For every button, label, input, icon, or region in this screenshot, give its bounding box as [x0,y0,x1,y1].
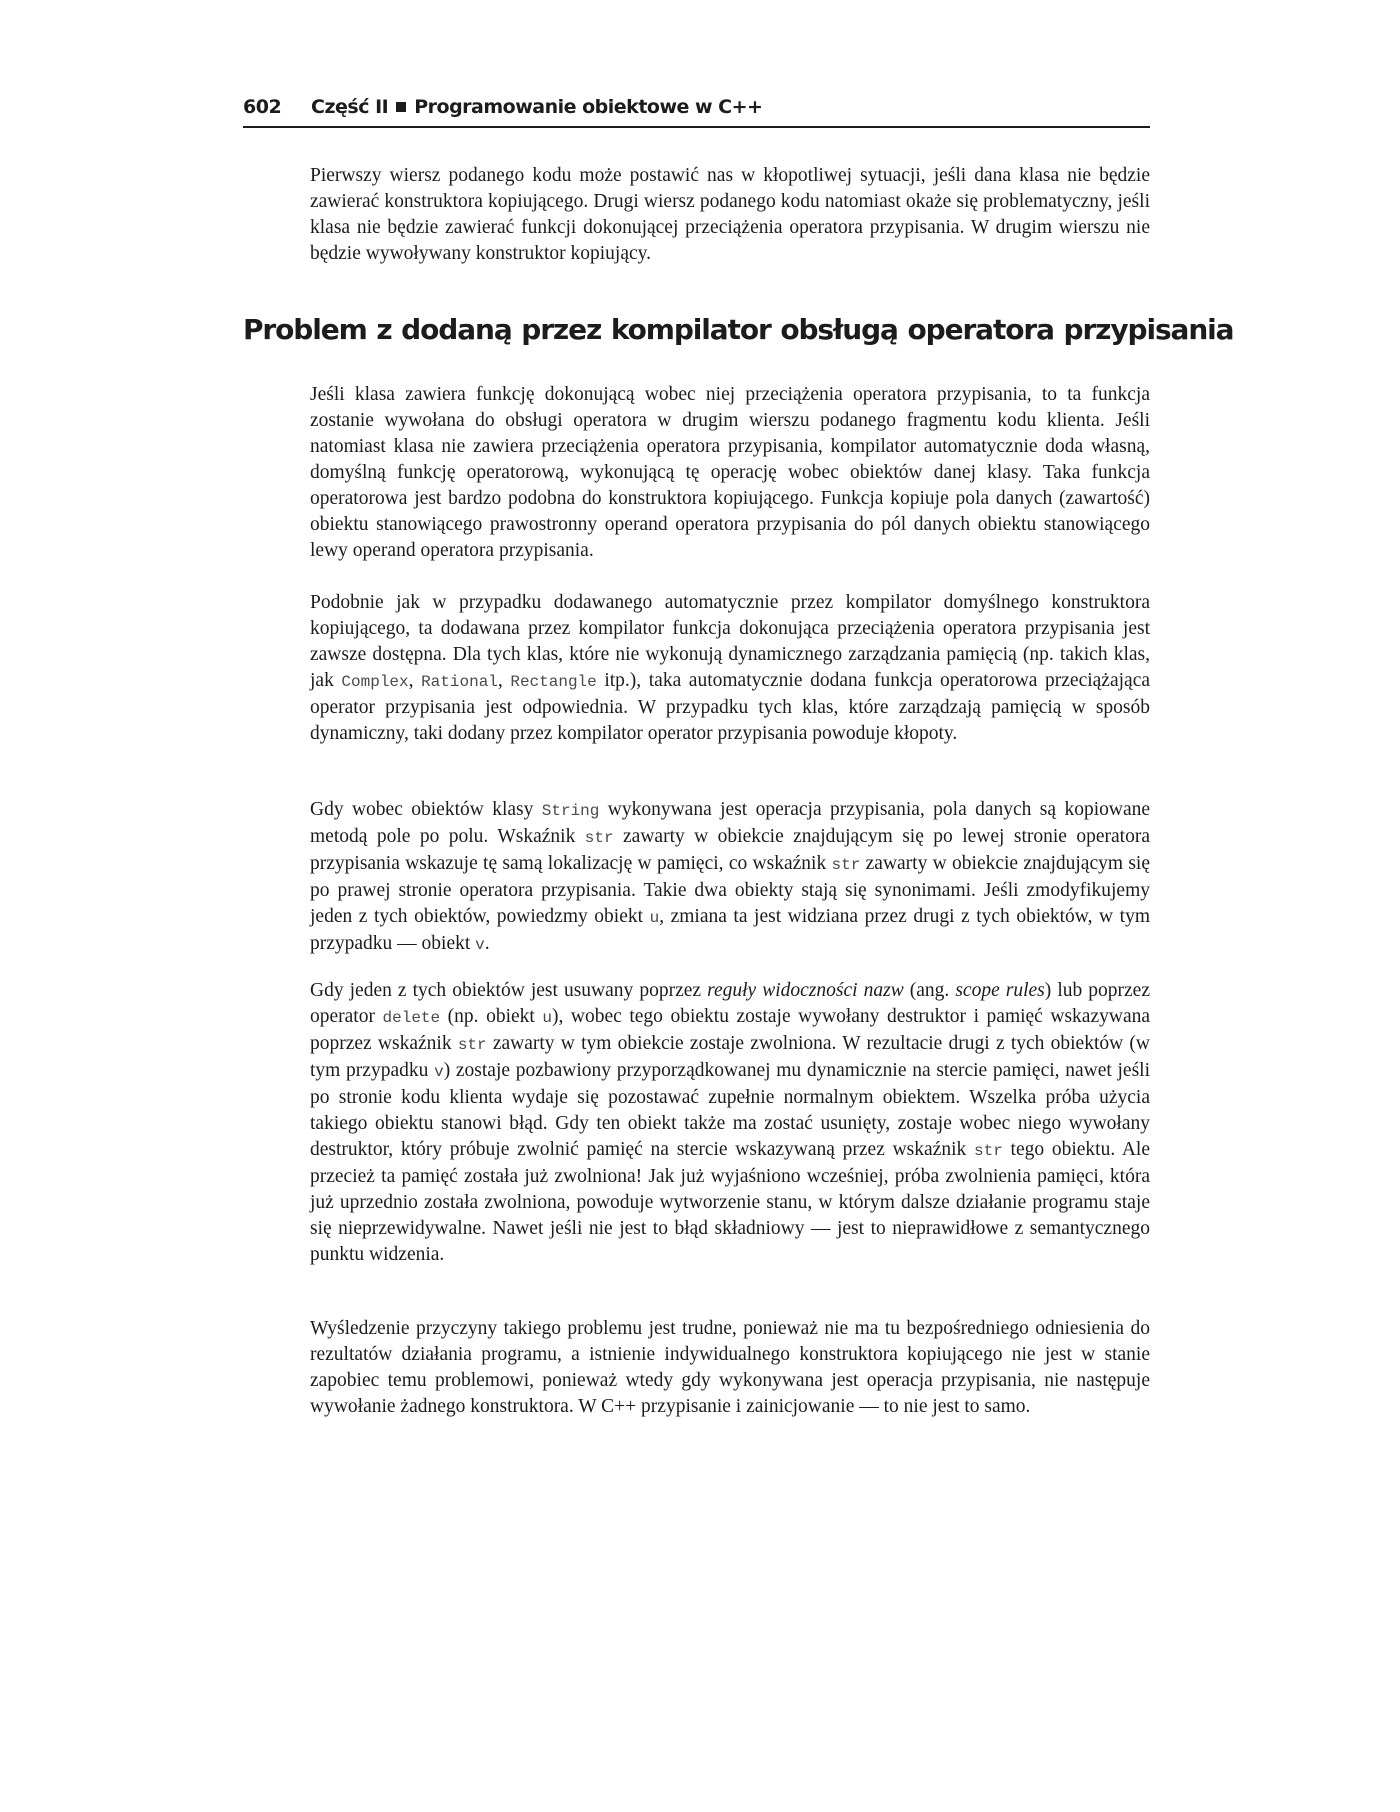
code-v: v [434,1063,444,1081]
text-run: zawarty w obiekcie znajdującym się po lewej stronie operatora przypisania wskazuje tę samą lokalizację w pamięci, co wskaźnik [310,826,1150,874]
text-run: , [497,670,511,691]
text-run: , zmiana ta jest widziana przez drugi z tych obiektów, w tym przypadku — obiekt [310,906,1150,954]
text-run: . [484,933,490,954]
text-run: zawarty w obiekcie znajdującym się po prawej stronie operatora przypisania. Takie dwa obiekty stają się synonimami. Jeśli zmodyfikujemy jeden z tych obiektów, powiedzmy obiekt [310,853,1150,927]
paragraph-1: Pierwszy wiersz podanego kodu może postawić nas w kłopotliwej sytuacji, jeśli dana klasa nie będzie zawierać konstruktora kopiującego. Drugi wiersz podanego kodu natomiast okaże się problematyczny, jeśli klasa nie będzie zawierać funkcji dokonującej przeciążenia operatora przypisania. W drugim wierszu nie będzie wywoływany konstruktor kopiujący. [310,165,1150,264]
code-str: str [457,1036,487,1054]
emphasis-scope-rules-pl: reguły widoczności nazw [707,980,904,1001]
paragraph-2: Jeśli klasa zawiera funkcję dokonującą wobec niej przeciążenia operatora przypisania, to ta funkcja zostanie wywołana do obsługi operatora w drugim wierszu podanego fragmentu kodu klienta. Jeśli natomiast klasa nie zawiera przeciążenia operatora przypisania, kompilator automatycznie doda własną, domyślną funkcję operatorową, wykonującą tę operację wobec obiektów danej klasy. Taka funkcja operatorowa jest bardzo podobna do konstruktora kopiującego. Funkcja kopiuje pola danych (zawartość) obiektu stanowiącego prawostronny operand operatora przypisania do pól danych obiektu stanowiącego lewy operand operatora przypisania. [310,384,1150,561]
text-run: wykonywana jest operacja przypisania, pola danych są kopiowane metodą pole po polu. Wskaźnik [310,799,1150,847]
page-number: 602 [243,96,282,118]
text-run: , [408,670,422,691]
code-str: str [831,856,861,874]
paragraph-3 [310,590,1150,747]
code-v: v [475,936,485,954]
part-label: Część II [311,96,389,118]
paragraph-6: Wyśledzenie przyczyny takiego problemu jest trudne, ponieważ nie ma tu bezpośredniego odniesienia do rezultatów działania programu, a istnienie indywidualnego konstruktora kopiującego nie jest w stanie zapobiec temu problemowi, ponieważ wtedy gdy wykonywana jest operacja przypisania, nie następuje wywołanie żadnego konstruktora. W C++ przypisanie i zainicjowanie — to nie jest to samo. [310,1318,1150,1417]
running-head [311,96,762,118]
code-rational: Rational [421,673,498,691]
paragraph-5 [310,978,1150,1268]
text-run: Gdy jeden z tych obiektów jest usuwany poprzez [310,980,708,1001]
text-run: (np. obiekt [440,1006,543,1027]
code-u: u [542,1009,552,1027]
chapter-title: Programowanie obiektowe w C++ [414,96,763,118]
code-string: String [541,802,600,820]
code-complex: Complex [341,673,409,691]
paragraph-4 [310,797,1150,958]
text-run: (ang. [903,980,956,1001]
section-heading: Problem z dodaną przez kompilator obsługą operatora przypisania [243,313,1234,346]
code-str: str [584,829,614,847]
page-header [243,96,1150,128]
text-run: ) lub poprzez operator [310,980,1150,1027]
text-run: tego obiektu. Ale przecież ta pamięć została już zwolniona! Jak już wyjaśniono wcześniej, próba zwolnienia pamięci, która już uprzednio została zwolniona, powoduje wytworzenie stanu, w którym dalsze działanie programu staje się nieprzewidywalne. Nawet jeśli nie jest to błąd składniowy — jest to nieprawidłowe z semantycznego punktu widzenia. [310,1139,1150,1265]
code-str: str [973,1142,1003,1160]
code-delete: delete [382,1009,441,1027]
text-run: Podobnie jak w przypadku dodawanego automatycznie przez kompilator domyślnego konstruktora kopiującego, ta dodawana przez kompilator funkcja dokonująca przeciążenia operatora przypisania jest zawsze dostępna. Dla tych klas, które nie wykonują dynamicznego zarządzania pamięcią (np. takich klas, jak [310,592,1150,691]
text-run: ), wobec tego obiektu zostaje wywołany destruktor i pamięć wskazywana poprzez wskaźnik [310,1006,1151,1054]
code-rectangle: Rectangle [510,673,597,691]
text-run: itp.), taka automatycznie dodana funkcja operatorowa przeciążająca operator przypisania jest odpowiednia. W przypadku tych klas, które zarządzają pamięcią w sposób dynamiczny, taki dodany przez kompilator operator przypisania powoduje kłopoty. [310,670,1151,744]
separator-square-icon [396,102,406,112]
text-run: zawarty w tym obiekcie zostaje zwolniona. W rezultacie drugi z tych obiektów (w tym przypadku [310,1033,1150,1081]
text-run: ) zostaje pozbawiony przyporządkowanej mu dynamicznie na stercie pamięci, nawet jeśli po stronie kodu klienta wydaje się pozostawać zupełnie normalnym obiektem. Wszelka próba użycia takiego obiektu stanowi błąd. Gdy ten obiekt także ma zostać usunięty, zostaje wobec niego wywołany destruktor, który próbuje zwolnić pamięć na stercie wskazywaną przez wskaźnik [310,1060,1151,1160]
code-u: u [649,909,660,927]
emphasis-scope-rules-en: scope rules [955,980,1045,1001]
text-run: Gdy wobec obiektów klasy [310,799,542,820]
